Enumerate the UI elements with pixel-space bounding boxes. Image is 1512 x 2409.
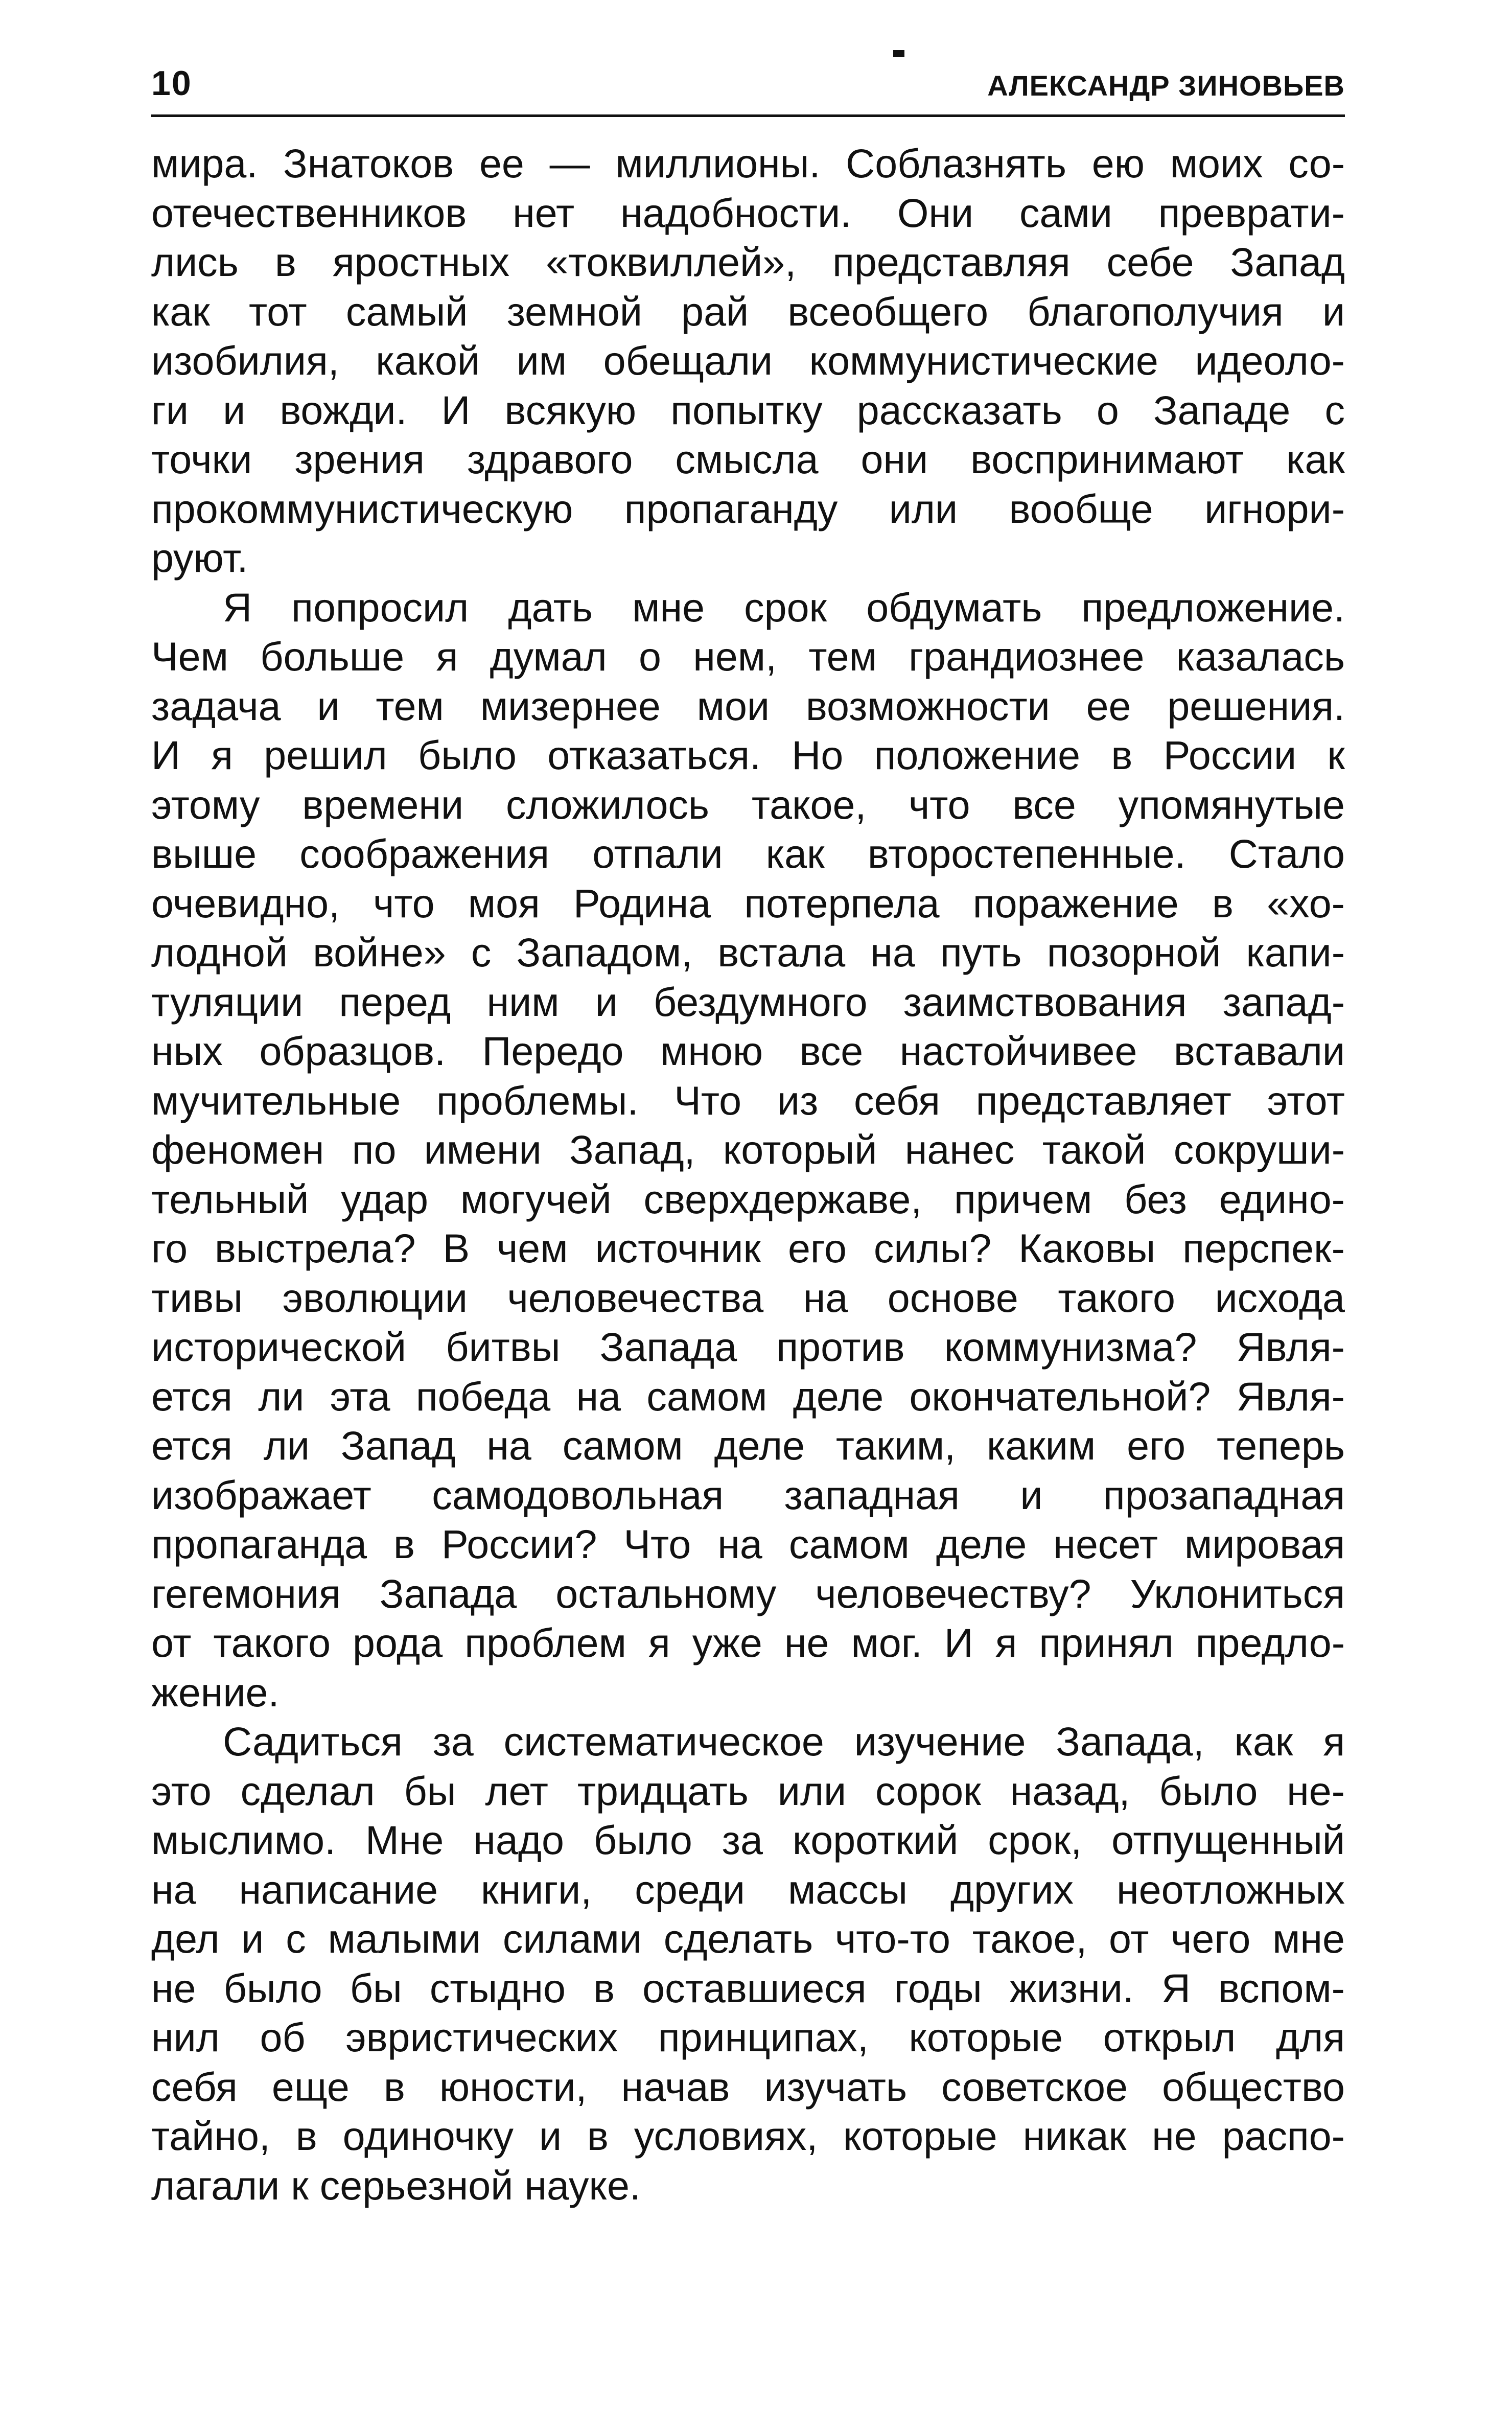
text-line: лагали к серьезной науке. [151,2162,641,2208]
body-text [151,139,1345,2210]
text-line: тивы эволюции человечества на основе такого исхода [151,1275,1345,1321]
text-line: лодной войне» с Западом, встала на путь позорной капи- [151,930,1345,975]
page-number: 10 [151,64,192,103]
text-line: от такого рода проблем я уже не мог. И я принял предло- [151,1620,1345,1665]
print-mark [893,50,904,57]
text-line: очевидно, что моя Родина потерпела поражение в «хо- [151,880,1345,926]
text-line: выше соображения отпали как второстепенные. Стало [151,831,1345,876]
text-line: исторической битвы Запада против коммунизма? Явля- [151,1324,1345,1370]
text-line: ется ли эта победа на самом деле окончательной? Явля- [151,1373,1345,1419]
text-line: мира. Знатоков ее — миллионы. Соблазнять ею моих со- [151,141,1345,186]
text-line: го выстрела? В чем источник его силы? Каковы перспек- [151,1225,1345,1271]
text-line: на написание книги, среди массы других неотложных [151,1866,1345,1912]
paragraph [151,139,1345,583]
text-line: туляции перед ним и бездумного заимствования запад- [151,979,1345,1025]
text-line: пропаганда в России? Что на самом деле несет мировая [151,1521,1345,1567]
text-line: задача и тем мизернее мои возможности ее решения. [151,683,1345,729]
text-line: изображает самодовольная западная и прозападная [151,1472,1345,1518]
text-line: мыслимо. Мне надо было за короткий срок, отпущенный [151,1817,1345,1863]
text-line: мучительные проблемы. Что из себя представляет этот [151,1077,1345,1123]
text-line: феномен по имени Запад, который нанес такой сокруши- [151,1127,1345,1172]
paragraph [151,583,1345,1718]
text-line: тельный удар могучей сверхдержаве, причем без едино- [151,1176,1345,1222]
text-line: ется ли Запад на самом деле таким, каким его теперь [151,1423,1345,1468]
text-line: точки зрения здравого смысла они воспринимают как [151,436,1345,482]
text-line: жение. [151,1669,280,1715]
text-line: Садиться за систематическое изучение Запада, как я [223,1719,1345,1764]
text-line: нил об эвристических принципах, которые открыл для [151,2014,1345,2060]
text-line: лись в яростных «токвиллей», представляя себе Запад [151,239,1345,285]
text-line: как тот самый земной рай всеобщего благополучия и [151,288,1345,334]
text-line: Я попросил дать мне срок обдумать предложение. [223,584,1345,630]
text-line: ги и вожди. И всякую попытку рассказать о Западе с [151,387,1345,433]
text-line: гегемония Запада остальному человечеству? Уклониться [151,1570,1345,1616]
text-line: прокоммунистическую пропаганду или вообще игнори- [151,485,1345,531]
text-line: себя еще в юности, начав изучать советское общество [151,2064,1345,2110]
text-line: руют. [151,535,248,581]
header-rule [151,114,1345,117]
text-line: тайно, в одиночку и в условиях, которые никак не распо- [151,2113,1345,2159]
running-title: АЛЕКСАНДР ЗИНОВЬЕВ [987,70,1345,102]
text-line: Чем больше я думал о нем, тем грандиознее казалась [151,634,1345,679]
text-line: И я решил было отказаться. Но положение в России к [151,732,1345,778]
text-line: не было бы стыдно в оставшиеся годы жизни. Я вспом- [151,1965,1345,2011]
paragraph [151,1717,1345,2210]
text-line: этому времени сложилось такое, что все упомянутые [151,781,1345,827]
text-line: изобилия, какой им обещали коммунистические идеоло- [151,338,1345,383]
text-line: дел и с малыми силами сделать что-то такое, от чего мне [151,1916,1345,1961]
text-line: ных образцов. Передо мною все настойчивее вставали [151,1028,1345,1074]
text-line: это сделал бы лет тридцать или сорок назад, было не- [151,1768,1345,1814]
text-line: отечественников нет надобности. Они сами преврати- [151,190,1345,236]
running-head [151,60,1345,117]
